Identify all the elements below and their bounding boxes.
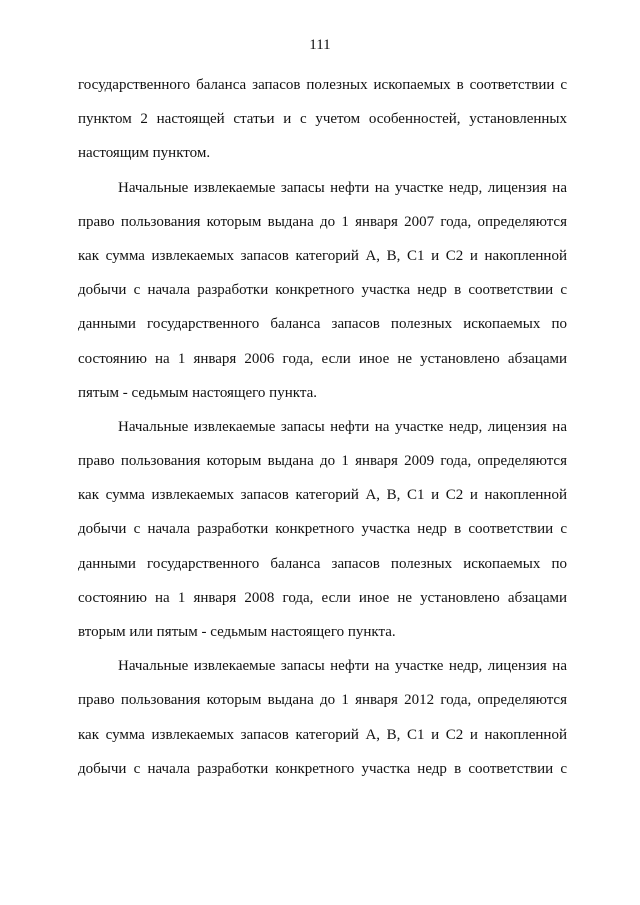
text-line: пятым - седьмым настоящего пункта. xyxy=(78,384,317,401)
text-line: государственного баланса запасов полезных ископаемых в соответствии с xyxy=(78,77,567,93)
text-line: состоянию на 1 января 2008 года, если иное не установлено абзацами xyxy=(78,589,567,606)
paragraph-2 xyxy=(78,171,567,410)
text-line: настоящим пунктом. xyxy=(78,145,211,162)
text-line: добычи с начала разработки конкретного участка недр в соответствии с xyxy=(78,282,567,299)
page-number: 111 xyxy=(309,37,331,53)
text-line: как сумма извлекаемых запасов категорий А, В, С1 и С2 и накопленной xyxy=(78,247,567,264)
text-line: как сумма извлекаемых запасов категорий А, В, С1 и С2 и накопленной xyxy=(78,726,567,743)
text-line: право пользования которым выдана до 1 января 2009 года, определяются xyxy=(78,453,567,470)
paragraph-3 xyxy=(78,410,567,649)
text-line: состоянию на 1 января 2006 года, если иное не установлено абзацами xyxy=(78,350,567,367)
text-line: данными государственного баланса запасов полезных ископаемых по xyxy=(78,316,567,333)
text-line: Начальные извлекаемые запасы нефти на участке недр, лицензия на xyxy=(118,179,567,196)
text-line: пунктом 2 настоящей статьи и с учетом особенностей, установленных xyxy=(78,111,567,128)
paragraph-1 xyxy=(78,68,567,171)
text-line: вторым или пятым - седьмым настоящего пункта. xyxy=(78,624,396,640)
document-body xyxy=(78,68,567,786)
text-line: добычи с начала разработки конкретного участка недр в соответствии с xyxy=(78,760,567,777)
text-line: Начальные извлекаемые запасы нефти на участке недр, лицензия на xyxy=(118,658,567,675)
text-line: право пользования которым выдана до 1 января 2012 года, определяются xyxy=(78,692,567,709)
text-line: данными государственного баланса запасов полезных ископаемых по xyxy=(78,555,567,572)
paragraph-4 xyxy=(78,649,567,786)
text-line: Начальные извлекаемые запасы нефти на участке недр, лицензия на xyxy=(118,418,567,435)
text-line: право пользования которым выдана до 1 января 2007 года, определяются xyxy=(78,213,567,230)
text-line: как сумма извлекаемых запасов категорий А, В, С1 и С2 и накопленной xyxy=(78,487,567,504)
text-line: добычи с начала разработки конкретного участка недр в соответствии с xyxy=(78,521,567,538)
